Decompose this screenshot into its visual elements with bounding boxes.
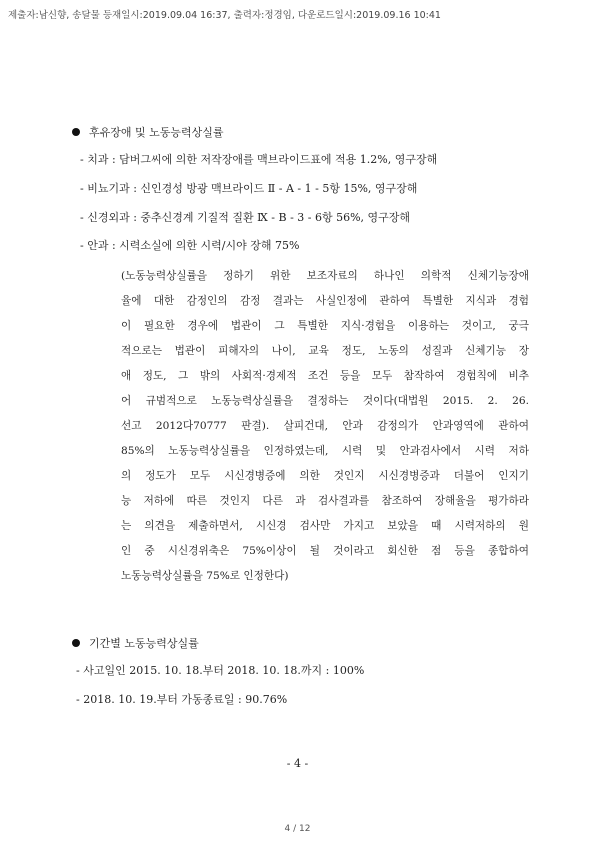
section-heading-period	[72, 637, 199, 651]
period-item-1: - 사고일인 2015. 10. 18.부터 2018. 10. 18.까지 : 100%	[76, 664, 365, 677]
page-footer: 4 / 12	[284, 824, 311, 834]
bullet-icon	[72, 639, 80, 647]
period-item-2: - 2018. 10. 19.부터 가동종료일 : 90.76%	[76, 693, 288, 706]
paragraph-line: 의 정도가 모두 시신경병증에 의한 것인지 시신경병증과 더불어 인지기	[121, 470, 529, 482]
paragraph-line: 능 저하에 따른 것인지 다른 과 검사결과를 참조하여 장해율을 평가하라	[121, 495, 529, 507]
page-number: - 4 -	[286, 757, 309, 770]
item-dental: - 치과 : 담버그씨에 의한 저작장애를 맥브라이드표에 적용 1.2%, 영구장해	[80, 153, 438, 166]
section-heading-disability	[72, 126, 224, 140]
document-header: 제출자:남신향, 송달물 등재일시:2019.09.04 16:37, 출력자:정경임, 다운로드일시:2019.09.16 10:41	[8, 10, 441, 21]
paragraph-line: 어 규범적으로 노동능력상실률을 결정하는 것이다(대법원 2015. 2. 26.	[121, 395, 529, 407]
item-neurosurgery: - 신경외과 : 중추신경계 기질적 질환 Ⅸ - B - 3 - 6항 56%, 영구장해	[80, 211, 411, 224]
paragraph-line: 이 필요한 경우에 법관이 그 특별한 지식·경험을 이용하는 것이고, 궁극	[121, 320, 529, 332]
section-title: 기간별 노동능력상실률	[89, 637, 199, 650]
paragraph-line: 적으로는 법관이 피해자의 나이, 교육 정도, 노동의 성질과 신체기능 장	[121, 345, 529, 357]
item-urology: - 비뇨기과 : 신인경성 방광 맥브라이드 Ⅱ - A - 1 - 5항 15%, 영구장해	[80, 182, 418, 195]
paragraph-line: 선고 2012다70777 판결). 살피건대, 안과 감정의가 안과영역에 관하여	[121, 420, 529, 432]
item-ophthalmology: - 안과 : 시력소실에 의한 시력/시야 장해 75%	[80, 239, 300, 252]
paragraph-line: 애 정도, 그 밖의 사회적·경제적 조건 등을 모두 참작하여 경험칙에 비추	[121, 370, 529, 382]
section-title: 후유장애 및 노동능력상실률	[89, 126, 224, 139]
paragraph-line: 율에 대한 감정인의 감정 결과는 사실인정에 관하여 특별한 지식과 경험	[121, 295, 529, 307]
paragraph-line: (노동능력상실률을 정하기 위한 보조자료의 하나인 의학적 신체기능장애	[121, 270, 529, 282]
paragraph-line: 는 의견을 제출하면서, 시신경 검사만 가지고 보았을 때 시력저하의 원	[121, 520, 529, 532]
paragraph-line: 인 중 시신경위축은 75%이상이 될 것이라고 회신한 점 등을 종합하여	[121, 545, 529, 557]
paragraph-line: 노동능력상실률을 75%로 인정한다)	[121, 570, 289, 582]
bullet-icon	[72, 128, 80, 136]
paragraph-line: 85%의 노동능력상실률을 인정하였는데, 시력 및 안과검사에서 시력 저하	[121, 445, 529, 457]
